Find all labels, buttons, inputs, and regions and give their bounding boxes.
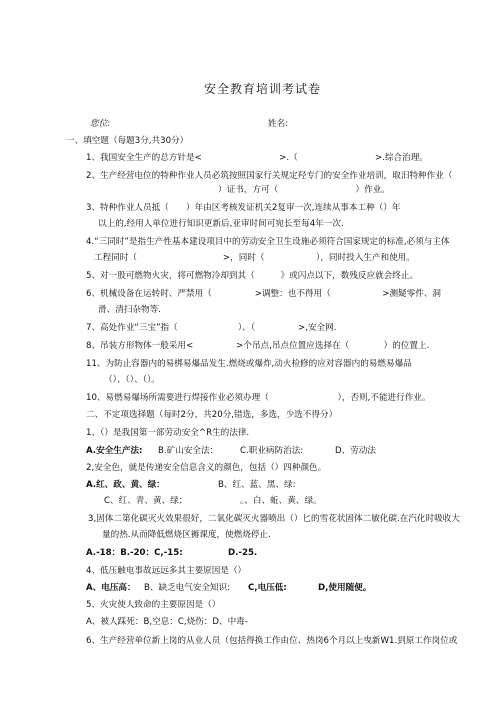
- question-2-1-option-a: A.安全生产法:: [86, 446, 143, 456]
- question-2-2-option-c: C、红、青、黄、绿；: [104, 496, 188, 506]
- question-2-1-option-c: C.职业病防治法:: [240, 446, 304, 456]
- question-2-4-option-c: C,电压低:: [248, 583, 287, 593]
- question-1-7: 7、高处作业“三宝”指（ ）、（ >,安全网.: [86, 323, 337, 333]
- question-2-4: 4、低压触电事故远远多其主要原因是（）: [86, 566, 247, 576]
- question-1-2-line2: ）证书，方可（ ）作业。: [218, 185, 390, 195]
- question-2-3-option-d: D.-25.: [228, 548, 258, 558]
- question-1-11-line1: 11、为防止容器内的易梆易爆品发生.燃烧或爆炸,动火检修的应对容器内的易燃易爆品: [86, 359, 412, 369]
- question-1-8: 8、吊装方形物体一般采用< >个吊点,吊点位置应选择在（ ）的位置上.: [86, 341, 430, 351]
- question-2-1: 1、（）是我国第一部劳动安全^R生的法律.: [86, 428, 250, 438]
- position-label: 您位:: [90, 119, 111, 129]
- question-2-1-option-d: D、劳动法: [335, 446, 376, 456]
- question-2-2-option-b: B、红、蓝、黑、绿:: [218, 480, 296, 490]
- question-2-2-option-d: 。、白、蚯、黄、绿。: [240, 496, 322, 506]
- question-2-1-option-b: B.矿山安全法：: [158, 446, 219, 456]
- question-1-6-line1: 6、机械设备在运转时、严禁用（ >调整：也不得用（ >测疑零件、洞: [86, 289, 442, 299]
- question-2-3-line1: 3,固体二第化碳灭火效果很好，二氧化碳灭火器喷出（）匕的雪花状固体二敏化碳.在汽化时吸收大: [88, 514, 460, 524]
- question-1-3-line2: 以上的,经用人单位进行知识更新后,亚审时间可宛长至每4年一次.: [98, 219, 344, 229]
- question-2-2: 2,安全色，就是传递安全信息含义的颜色，包括（）四种颜色。: [86, 463, 327, 473]
- question-1-6-line2: 滑、清扫杂物等.: [98, 305, 161, 315]
- question-1-4-line1: 4.“三同时”是指生产性基本建设项目中的劳动安全卫生设施必须符合国家规定的标准,必须与主体: [86, 237, 450, 247]
- question-2-2-option-a: A.红、政、黄、绿：: [86, 480, 165, 490]
- question-1-5: 5、对一股可燃物火灾，将可燃物冷却到其（ 》或闪点以下，数残反应就会终止。: [86, 271, 419, 281]
- section1-heading: 一、填空题（每题3分,共30分）: [66, 136, 189, 146]
- question-2-6: 6、生产经营单位新上岗的从业人员（包括得换工作由位、热岗6个月以上曳新W1.到原工作岗位或: [86, 636, 458, 646]
- question-1-2-line1: 2、生产经营电位的特种作业人员必筑按照国家行关规定羟专门的安全作业培训，取汨特种作业（: [86, 171, 453, 181]
- question-2-3-options-abc: A.-18：B.-20：C,-15:: [86, 548, 183, 558]
- document-title: 安全教育培训考试卷: [204, 82, 322, 96]
- question-2-4-option-b: B、缺乏电气安全知识:: [144, 583, 231, 593]
- question-1-4-line2: 工程同时（ >，同时（ ），同时投入生产和使用。: [94, 253, 415, 263]
- question-1-1: 1、我国安全生产的总方针是< >.（ >.综合治理。: [86, 153, 428, 163]
- question-2-5: 5、火灾使人致命的主要原因是（）: [86, 600, 221, 610]
- question-1-3-line1: 3、特种作业人员抵（ ）年由区考核发证机关2复审一次,连续从事本工种（）年: [86, 203, 401, 213]
- question-2-5-options: A、被人踩死：B,空息：C,烧伤：D、中毒-: [86, 617, 248, 627]
- question-1-11-line2: （）、（）、（）。: [104, 375, 160, 385]
- section2-heading: 二、不定项选择题（每时2分，共20分,错选，多选，少选不得分）: [86, 410, 338, 420]
- name-label: 姓名:: [268, 119, 289, 129]
- question-2-4-option-d: D,使用随便。: [318, 583, 372, 593]
- question-2-4-option-a: A、电压高：: [86, 583, 136, 593]
- question-1-10: 10、易燃易爆场所需要进行焊接作业必须办理（ ），否则,不能进行作业。: [86, 393, 431, 403]
- question-2-3-line2: 量的热.从而降低燃烧区褥课度，使燃烧停止.: [102, 530, 271, 540]
